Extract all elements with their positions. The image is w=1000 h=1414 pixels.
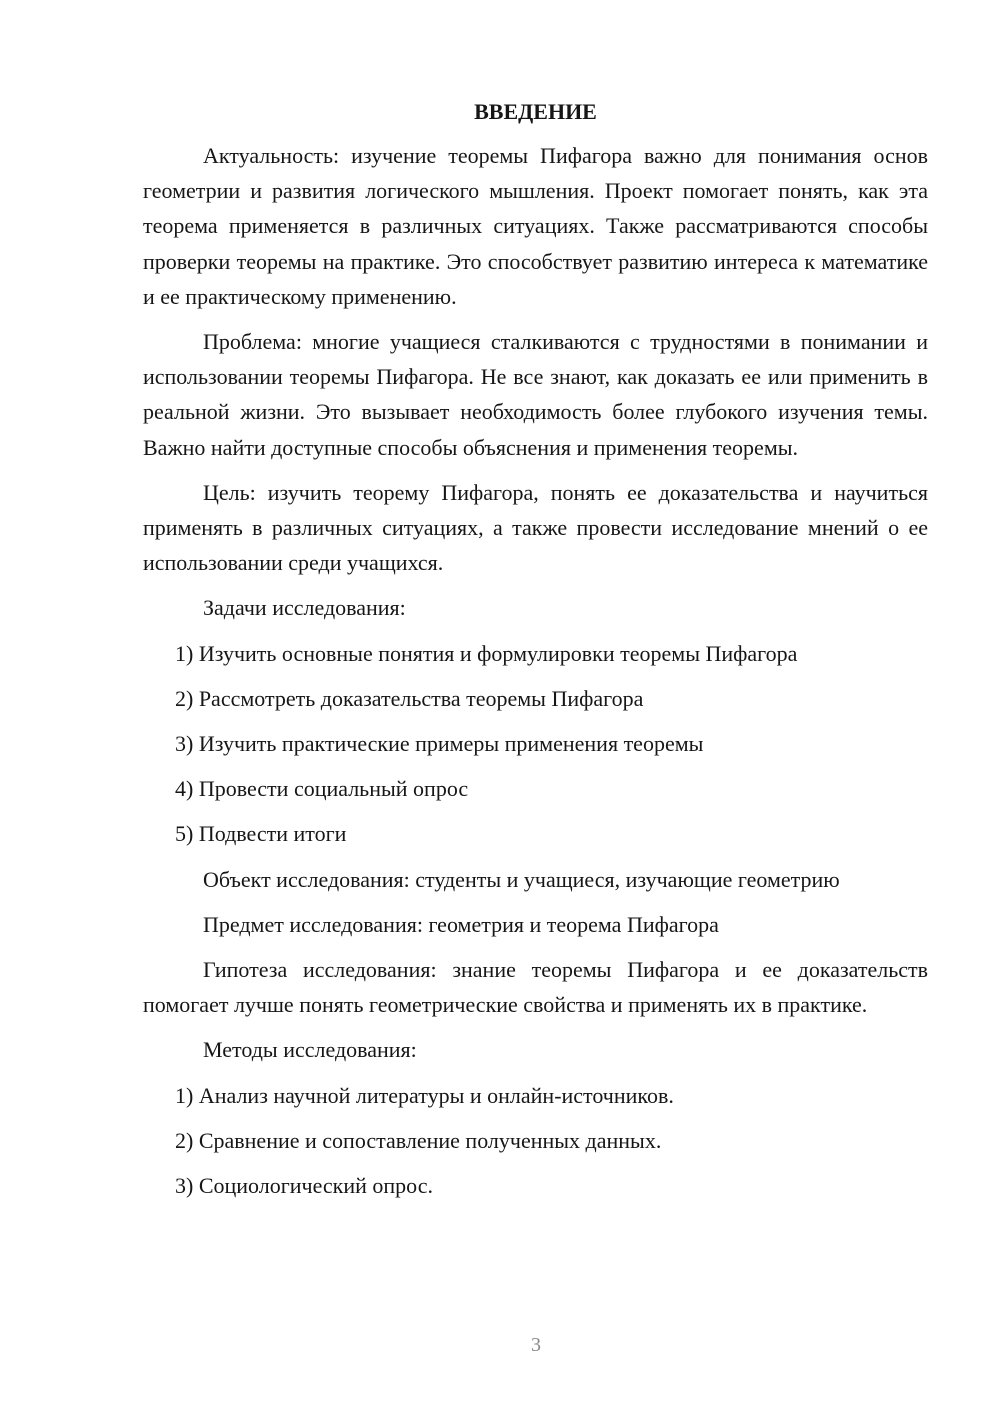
tasks-list (143, 636, 928, 852)
page-number: 3 (531, 1334, 541, 1356)
list-item: 4) Провести социальный опрос (175, 776, 469, 802)
page-content (143, 96, 928, 1203)
list-item: 2) Сравнение и сопоставление полученных данных. (175, 1127, 662, 1153)
methods-list (143, 1078, 928, 1204)
tasks-heading: Задачи исследования: (203, 595, 406, 621)
list-item: 3) Социологический опрос. (175, 1173, 433, 1199)
list-item: 1) Анализ научной литературы и онлайн-источников. (175, 1082, 674, 1108)
subject-paragraph: Предмет исследования: геометрия и теорема Пифагора (203, 911, 719, 937)
object-paragraph: Объект исследования: студенты и учащиеся, изучающие геометрию (203, 866, 840, 892)
relevance-paragraph: Актуальность: изучение теоремы Пифагора важно для понимания основ геометрии и развития логического мышления. Проект помогает понять, как эта теорема применяется в различных ситуациях. Также рассматриваются способы проверки теоремы на практике. Это способствует развитию интереса к математике и ее практическому применению. (143, 143, 928, 309)
list-item: 5) Подвести итоги (175, 821, 347, 847)
problem-paragraph: Проблема: многие учащиеся сталкиваются с трудностями в понимании и использовании теоремы Пифагора. Не все знают, как доказать ее или применить в реальной жизни. Это вызывает необходимость более глубокого изучения темы. Важно найти доступные способы объяснения и применения теоремы. (143, 329, 928, 460)
list-item: 1) Изучить основные понятия и формулировки теоремы Пифагора (175, 640, 798, 666)
page-title: ВВЕДЕНИЕ (474, 99, 597, 124)
list-item: 2) Рассмотреть доказательства теоремы Пифагора (175, 685, 644, 711)
goal-paragraph: Цель: изучить теорему Пифагора, понять ее доказательства и научиться применять в различных ситуациях, а также провести исследование мнений о ее использовании среди учащихся. (143, 479, 928, 576)
methods-heading: Методы исследования: (203, 1037, 417, 1063)
hypothesis-paragraph: Гипотеза исследования: знание теоремы Пифагора и ее доказательств помогает лучше понять геометрические свойства и применять их в практике. (143, 957, 928, 1018)
list-item: 3) Изучить практические примеры применения теоремы (175, 731, 704, 757)
